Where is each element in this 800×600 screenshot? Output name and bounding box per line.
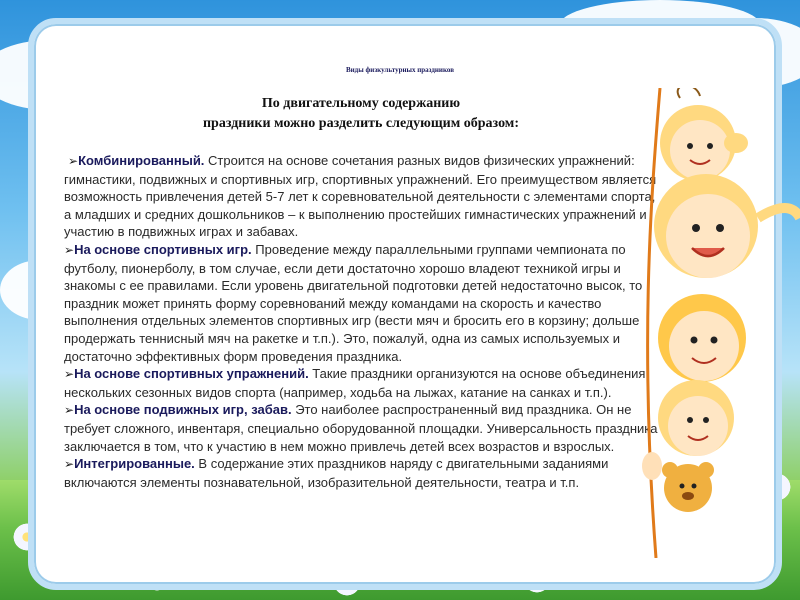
list-item: [64, 241, 660, 365]
teddy-bear-icon: [662, 462, 714, 512]
list-item: [64, 365, 660, 401]
child-face-icon: [660, 88, 748, 181]
arrow-bullet-icon: ➢: [64, 457, 75, 472]
arrow-bullet-icon: ➢: [64, 242, 75, 257]
subtitle-line-2: праздники можно разделить следующим образом:: [202, 116, 519, 131]
list-item: [64, 152, 660, 241]
item-text: Проведение между параллельными группами чемпионата по футболу, пионерболу, в том случае, если дети достаточно хорошо владеют техникой игры и знакомы с ее правилами. Если уровень двигательной подготовки детей недостаточно высок, то праздник может принять форму соревнований между командами на скорость и качество выполнения отдельных элементов спортивных игр (вести мяч и бросить его в корзину; дольше продержать теннисный мяч на ракетке и т.п.). Это, пожалуй, одна из самых используемых и достаточно эффективных форм проведения праздника.: [64, 241, 643, 364]
child-face-icon: [658, 294, 746, 382]
item-text: Такие праздники организуются на основе объединения нескольких сезонных видов спорта (например, ходьба на лыжах, катание на санках и т.п.).: [64, 366, 646, 400]
list-item: [64, 401, 660, 455]
content-list: [64, 152, 660, 491]
page-title: Виды физкультурных праздников: [345, 66, 455, 74]
item-lead: На основе спортивных упражнений.: [74, 366, 309, 382]
arrow-bullet-icon: ➢: [64, 403, 75, 418]
item-text: Это наиболее распространенный вид праздника. Он не требует сложного, инвентаря, специально оборудованной площадки. Универсальность праздника заключается в том, что к участию в нем можно привлечь детей всех возрастов и взрослых.: [64, 402, 658, 454]
child-face-icon: [658, 380, 734, 456]
child-face-icon: [654, 174, 800, 278]
item-lead: На основе подвижных игр, забав.: [74, 402, 292, 418]
item-text: В содержание этих праздников наряду с двигательными заданиями включаются элементы познавательной, изобразительной деятельности, театра и т.п.: [64, 456, 609, 490]
kids-illustration: [640, 88, 800, 558]
arrow-bullet-icon: ➢: [64, 367, 75, 382]
item-lead: Интегрированные.: [74, 456, 195, 472]
item-lead: На основе спортивных игр.: [74, 241, 252, 257]
subtitle-line-1: По двигательному содержанию: [261, 96, 461, 111]
item-lead: Комбинированный.: [78, 153, 205, 168]
arrow-bullet-icon: ➢: [68, 154, 79, 168]
item-text: Строится на основе сочетания разных видов физических упражнений: гимнастики, подвижных и спортивных игр, спортивных упражнений. Его преимуществом является возможность привлечения детей 5-7 лет к соревновательной деятельности с элементами спорта, а младших и средних дошкольников – к выполнению простейших гимнастических упражнений и участию в подвижных играх и забавах.: [64, 153, 657, 240]
list-item: [64, 455, 660, 491]
